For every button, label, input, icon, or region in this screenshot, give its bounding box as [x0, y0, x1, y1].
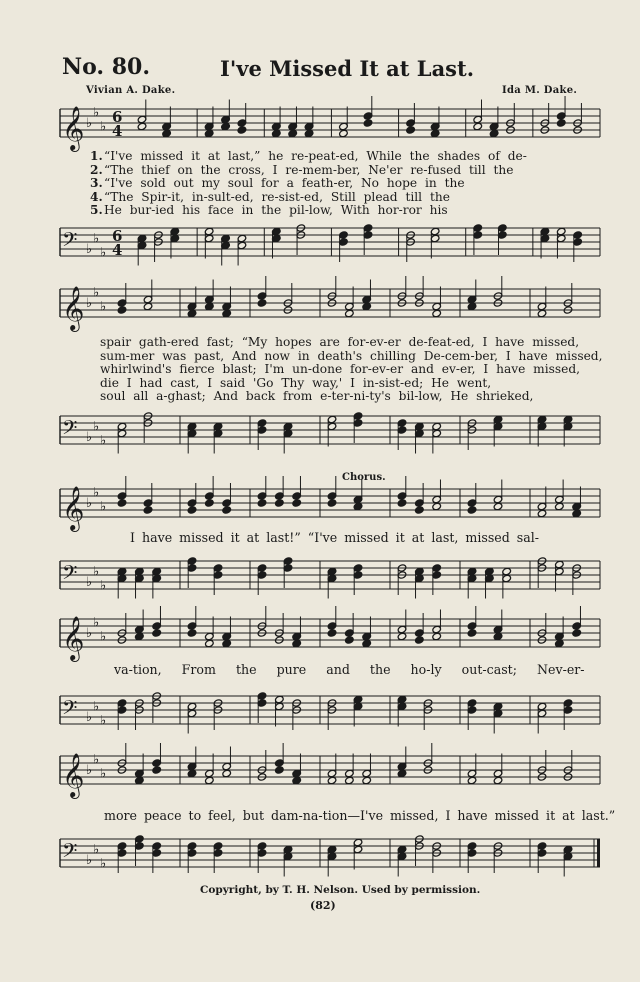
verse-text: “I've missed it at last,” he re-peat-ed, While the shades of de-	[104, 149, 527, 163]
verse-text: soul all a-ghast; And back from e-ter-ni-ty's bil-low, He shrieked,	[100, 389, 534, 403]
note-head	[187, 769, 197, 777]
note-head	[345, 776, 355, 784]
note-head	[257, 499, 267, 507]
note-head	[572, 509, 582, 517]
note-head	[304, 129, 314, 137]
flat-icon: ♭	[86, 626, 93, 641]
music-credit: Ida M. Dake.	[502, 85, 578, 96]
flat-icon: ♭	[86, 296, 93, 311]
flat-icon: ♭	[86, 116, 93, 131]
note-head	[237, 126, 247, 134]
note-head	[221, 122, 231, 130]
note-head	[467, 302, 477, 310]
note-head	[137, 122, 147, 130]
note-head	[537, 509, 547, 517]
system-2-bass-staff	[60, 410, 600, 456]
verse-text: spair gath-ered fast; “My hopes are for-ev-er de-feat-ed, I have missed,	[100, 335, 580, 349]
verse-text: die I had cast, I said 'Go Thy way,' I in-sist-ed; He went,	[100, 375, 492, 390]
verse-number: 4.	[90, 189, 103, 204]
treble-clef-icon: 𝄞	[62, 486, 85, 530]
note-head	[415, 506, 425, 514]
note-head	[397, 499, 407, 507]
flat-icon: ♭	[100, 499, 107, 515]
verse-text: whirlwind's fierce blast; I'm un-done for-ev-er and ev-er, I have missed,	[100, 362, 581, 376]
note-head	[345, 636, 355, 644]
note-head	[493, 632, 503, 640]
note-head	[362, 776, 372, 784]
flat-icon: ♭	[93, 419, 100, 435]
note-head	[572, 629, 582, 637]
system-1-treble-staff	[60, 103, 600, 149]
flat-icon: ♭	[100, 245, 107, 261]
flat-icon: ♭	[86, 853, 93, 868]
note-head	[222, 309, 232, 317]
note-head	[152, 629, 162, 637]
note-head	[275, 499, 285, 507]
system-3-bass-staff	[60, 555, 600, 601]
bass-clef-icon: 𝄢	[62, 416, 78, 444]
flat-icon: ♭	[100, 766, 107, 782]
copyright-notice: Copyright, by T. H. Nelson. Used by permission.	[200, 884, 481, 896]
note-head	[432, 309, 442, 317]
note-head	[467, 629, 477, 637]
system-5-bass-staff	[60, 833, 600, 879]
note-head	[432, 632, 442, 640]
flat-icon: ♭	[86, 710, 93, 725]
note-head	[187, 506, 197, 514]
note-head	[292, 639, 302, 647]
note-head	[272, 129, 282, 137]
note-head	[489, 129, 499, 137]
note-head	[556, 119, 566, 127]
note-head	[205, 776, 215, 784]
flat-icon: ♭	[93, 485, 100, 501]
verse-text: He bur-ied his face in the pil-low, With hor-ror his	[104, 203, 448, 217]
note-head	[432, 502, 442, 510]
note-head	[292, 499, 302, 507]
flat-icon: ♭	[86, 575, 93, 590]
treble-clef-icon: 𝄞	[62, 616, 85, 660]
note-head	[473, 122, 483, 130]
system-1-lyrics	[90, 150, 590, 218]
note-head	[205, 302, 215, 310]
flat-icon: ♭	[100, 856, 107, 872]
verse-text: “The thief on the cross, I re-mem-ber, Ne'er re-fused till the	[104, 162, 514, 177]
system-4-bass-staff	[60, 690, 600, 736]
flat-icon: ♭	[93, 564, 100, 580]
bass-clef-icon: 𝄢	[62, 561, 78, 589]
note-head	[327, 499, 337, 507]
treble-clef-icon: 𝄞	[62, 753, 85, 797]
note-head	[152, 766, 162, 774]
system-2-verse-4-line	[100, 377, 600, 391]
verse-text: “The Spir-it, in-sult-ed, re-sist-ed, Still plead till the	[104, 189, 450, 204]
note-head	[143, 302, 153, 310]
system-5-treble-staff	[60, 750, 600, 796]
note-head	[467, 506, 477, 514]
flat-icon: ♭	[86, 763, 93, 778]
note-head	[345, 309, 355, 317]
verse-text: “I've sold out my soul for a feath-er, No hope in the	[104, 176, 465, 190]
note-head	[143, 506, 153, 514]
note-head	[222, 769, 232, 777]
verse-4-line	[90, 191, 590, 205]
note-head	[397, 632, 407, 640]
note-head	[205, 639, 215, 647]
note-head	[222, 639, 232, 647]
system-2-verse-3-line	[100, 363, 600, 377]
note-head	[555, 639, 565, 647]
system-3-lyrics: I have missed it at last!” “I've missed it at last, missed sal-	[130, 530, 540, 545]
time-signature-top: 6	[112, 227, 123, 245]
note-head	[117, 306, 127, 314]
page-number: (82)	[310, 899, 336, 912]
hymn-title: I've Missed It at Last.	[220, 56, 475, 81]
note-head	[363, 119, 373, 127]
note-head	[288, 129, 298, 137]
note-head	[222, 506, 232, 514]
verse-number: 2.	[90, 162, 103, 177]
verse-1-line	[90, 150, 590, 164]
system-3-treble-staff	[60, 483, 600, 529]
note-head	[204, 129, 214, 137]
verse-2-line	[90, 164, 590, 178]
flat-icon: ♭	[100, 299, 107, 315]
time-signature-bottom: 4	[112, 241, 123, 259]
note-head	[275, 766, 285, 774]
note-head	[292, 776, 302, 784]
system-2-verse-5-line	[100, 390, 600, 404]
flat-icon: ♭	[86, 242, 93, 257]
note-head	[362, 639, 372, 647]
flat-icon: ♭	[86, 496, 93, 511]
time-signature-bottom: 4	[112, 122, 123, 140]
system-2-verse-2-line	[100, 348, 603, 364]
flat-icon: ♭	[93, 752, 100, 768]
system-2-verse-1-line	[100, 336, 600, 350]
note-head	[555, 502, 565, 510]
flat-icon: ♭	[86, 430, 93, 445]
note-head	[362, 302, 372, 310]
system-5-lyrics: more peace to feel, but dam-na-tion—I've missed, I have missed it at last.”	[104, 808, 616, 823]
note-head	[406, 126, 416, 134]
note-head	[353, 502, 363, 510]
note-head	[162, 129, 172, 137]
flat-icon: ♭	[100, 629, 107, 645]
verse-text: sum-mer was past, And now in death's chilling De-cem-ber, I have missed,	[100, 348, 603, 363]
verse-3-line	[90, 177, 590, 191]
note-head	[467, 776, 477, 784]
note-head	[117, 499, 127, 507]
note-head	[537, 309, 547, 317]
note-head	[257, 299, 267, 307]
note-head	[493, 502, 503, 510]
verse-5-line	[90, 204, 590, 218]
note-head	[187, 629, 197, 637]
note-head	[430, 129, 440, 137]
note-head	[339, 129, 349, 137]
bass-clef-icon: 𝄢	[62, 696, 78, 724]
note-head	[135, 776, 145, 784]
note-head	[493, 776, 503, 784]
note-head	[415, 636, 425, 644]
flat-icon: ♭	[100, 119, 107, 135]
treble-clef-icon: 𝄞	[62, 286, 85, 330]
verse-number: 3.	[90, 176, 103, 190]
chorus-label: Chorus.	[342, 472, 386, 483]
note-head	[327, 776, 337, 784]
flat-icon: ♭	[93, 231, 100, 247]
flat-icon: ♭	[93, 105, 100, 121]
flat-icon: ♭	[93, 615, 100, 631]
hymn-number: No. 80.	[62, 54, 150, 80]
system-4-treble-staff	[60, 613, 600, 659]
note-head	[135, 632, 145, 640]
system-2-lyrics	[100, 335, 603, 404]
bass-clef-icon: 𝄢	[62, 839, 78, 867]
system-1-bass-staff	[60, 222, 600, 268]
time-signature-top: 6	[112, 108, 123, 126]
treble-clef-icon: 𝄞	[62, 106, 85, 150]
flat-icon: ♭	[100, 578, 107, 594]
flat-icon: ♭	[100, 713, 107, 729]
words-credit: Vivian A. Dake.	[86, 85, 176, 96]
flat-icon: ♭	[93, 285, 100, 301]
note-head	[187, 309, 197, 317]
note-head	[205, 499, 215, 507]
bass-clef-icon: 𝄢	[62, 228, 78, 256]
verse-number: 5.	[90, 203, 103, 217]
note-head	[397, 769, 407, 777]
system-4-lyrics: va-tion, From the pure and the ho-ly out-cast; Nev-er-	[114, 662, 585, 677]
note-head	[327, 629, 337, 637]
flat-icon: ♭	[93, 699, 100, 715]
flat-icon: ♭	[100, 433, 107, 449]
system-2-treble-staff	[60, 283, 600, 329]
verse-number: 1.	[90, 149, 103, 163]
flat-icon: ♭	[93, 842, 100, 858]
